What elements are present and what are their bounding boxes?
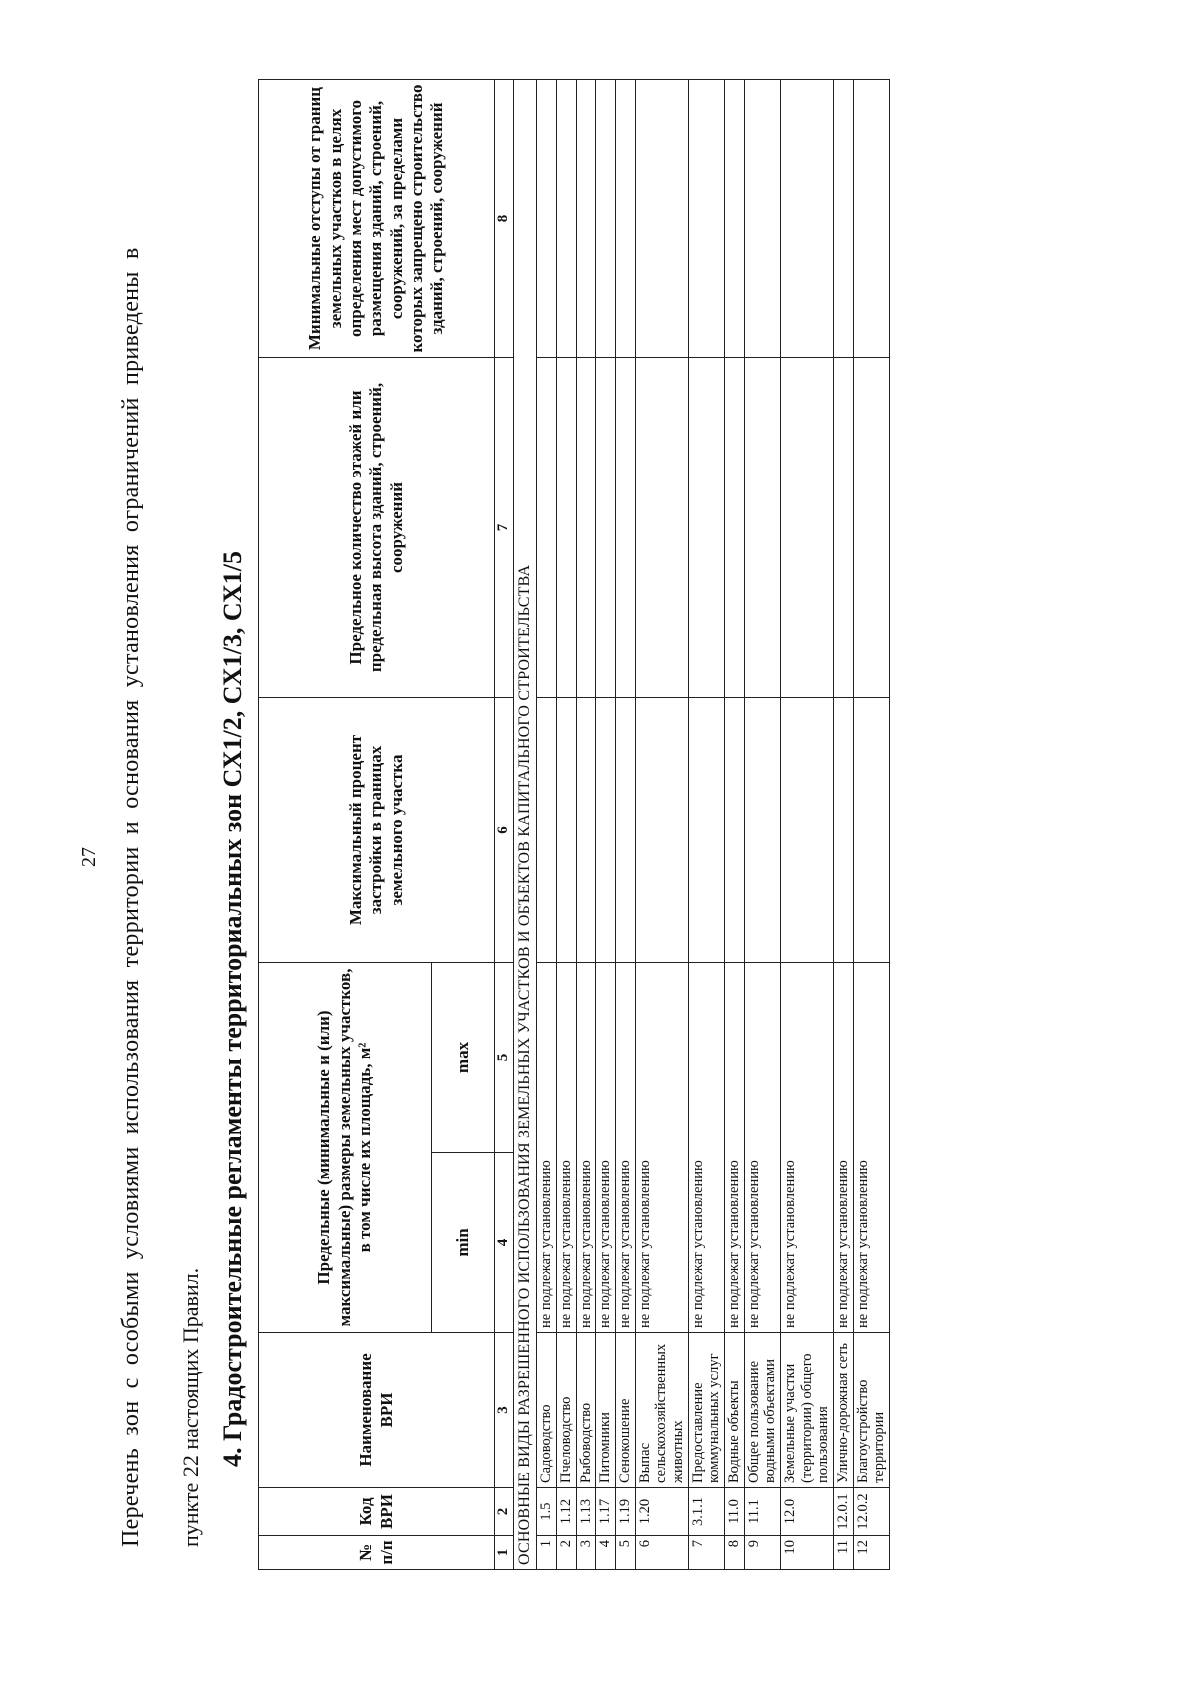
- row-name: Питомники: [596, 1333, 616, 1488]
- row-name: Улично-дорожная сеть: [834, 1333, 854, 1488]
- row-value: не подлежат установлению: [537, 963, 557, 1333]
- row-code: 1.5: [537, 1488, 557, 1536]
- table-row: [576, 80, 596, 1570]
- row-setback-cell: [576, 80, 596, 358]
- section-row: [514, 80, 537, 1570]
- row-name: Общее пользование водными объектами: [744, 1333, 780, 1488]
- row-coverage-cell: [557, 698, 577, 963]
- row-coverage-cell: [635, 698, 688, 963]
- row-floors-cell: [616, 358, 636, 698]
- row-number: 8: [725, 1536, 745, 1570]
- row-setback-cell: [744, 80, 780, 358]
- column-number: 1: [495, 1536, 514, 1570]
- row-number: 12: [853, 1536, 889, 1570]
- row-setback-cell: [635, 80, 688, 358]
- row-coverage-cell: [853, 698, 889, 963]
- row-number: 4: [596, 1536, 616, 1570]
- row-coverage-cell: [834, 698, 854, 963]
- row-number: 6: [635, 1536, 688, 1570]
- row-setback-cell: [853, 80, 889, 358]
- row-floors-cell: [576, 358, 596, 698]
- row-coverage-cell: [616, 698, 636, 963]
- row-name: Рыбоводство: [576, 1333, 596, 1488]
- row-value: не подлежат установлению: [557, 963, 577, 1333]
- header-code: Код ВРИ: [259, 1488, 495, 1536]
- row-code: 12.0.1: [834, 1488, 854, 1536]
- row-number: 10: [781, 1536, 834, 1570]
- column-number-row: [495, 80, 514, 1570]
- header-row: [259, 80, 432, 1570]
- header-coverage: Максимальный процент застройки в границах земельного участка: [259, 698, 495, 963]
- row-value: не подлежат установлению: [853, 963, 889, 1333]
- row-number: 5: [616, 1536, 636, 1570]
- row-setback-cell: [725, 80, 745, 358]
- column-number: 7: [495, 358, 514, 698]
- header-max: max: [432, 963, 495, 1153]
- row-code: 1.12: [557, 1488, 577, 1536]
- row-floors-cell: [537, 358, 557, 698]
- header-name: Наименование ВРИ: [259, 1333, 495, 1488]
- row-setback-cell: [537, 80, 557, 358]
- regulations-table: [258, 79, 890, 1570]
- row-code: 1.13: [576, 1488, 596, 1536]
- row-coverage-cell: [688, 698, 724, 963]
- column-number: 6: [495, 698, 514, 963]
- row-value: не подлежат установлению: [635, 963, 688, 1333]
- column-number: 8: [495, 80, 514, 358]
- row-setback-cell: [557, 80, 577, 358]
- row-setback-cell: [834, 80, 854, 358]
- row-setback-cell: [596, 80, 616, 358]
- intro-line-2: пункте 22 настоящих Правил.: [178, 1267, 203, 1547]
- row-coverage-cell: [744, 698, 780, 963]
- row-setback-cell: [781, 80, 834, 358]
- row-code: 11.1: [744, 1488, 780, 1536]
- row-number: 2: [557, 1536, 577, 1570]
- row-number: 11: [834, 1536, 854, 1570]
- row-name: Пчеловодство: [557, 1333, 577, 1488]
- row-value: не подлежат установлению: [725, 963, 745, 1333]
- row-code: 11.0: [725, 1488, 745, 1536]
- row-number: 3: [576, 1536, 596, 1570]
- row-floors-cell: [635, 358, 688, 698]
- row-floors-cell: [725, 358, 745, 698]
- row-setback-cell: [616, 80, 636, 358]
- row-coverage-cell: [781, 698, 834, 963]
- row-name: Водные объекты: [725, 1333, 745, 1488]
- row-name: Выпас сельскохозяйственных животных: [635, 1333, 688, 1488]
- table-row: [596, 80, 616, 1570]
- row-code: 1.17: [596, 1488, 616, 1536]
- row-code: 12.0: [781, 1488, 834, 1536]
- row-setback-cell: [688, 80, 724, 358]
- header-min: min: [432, 1153, 495, 1333]
- row-coverage-cell: [537, 698, 557, 963]
- section-title: ОСНОВНЫЕ ВИДЫ РАЗРЕШЕННОГО ИСПОЛЬЗОВАНИЯ ЗЕМЕЛЬНЫХ УЧАСТКОВ И ОБЪЕКТОВ КАПИТАЛЬНОГО СТРОИТЕЛЬСТВА: [514, 80, 537, 1570]
- table-row: [537, 80, 557, 1570]
- section-heading: 4. Градостроительные регламенты территориальных зон СХ1/2, СХ1/3, СХ1/5: [218, 551, 247, 1467]
- row-floors-cell: [596, 358, 616, 698]
- table-row: [781, 80, 834, 1570]
- table-row: [616, 80, 636, 1570]
- row-value: не подлежат установлению: [616, 963, 636, 1333]
- row-value: не подлежат установлению: [688, 963, 724, 1333]
- row-code: 12.0.2: [853, 1488, 889, 1536]
- header-sizes: Предельные (минимальные и (или) максимальные) размеры земельных участков, в том числе их площадь, м²: [259, 963, 432, 1333]
- row-name: Садоводство: [537, 1333, 557, 1488]
- row-floors-cell: [781, 358, 834, 698]
- row-floors-cell: [557, 358, 577, 698]
- table-body: [495, 80, 890, 1570]
- row-name: Благоустройство территории: [853, 1333, 889, 1488]
- header-num: № п/п: [259, 1536, 495, 1570]
- column-number: 4: [495, 1153, 514, 1333]
- table-row: [834, 80, 854, 1570]
- row-number: 7: [688, 1536, 724, 1570]
- row-value: не подлежат установлению: [596, 963, 616, 1333]
- row-floors-cell: [853, 358, 889, 698]
- row-value: не подлежат установлению: [834, 963, 854, 1333]
- table-row: [744, 80, 780, 1570]
- header-setback: Минимальные отступы от границ земельных участков в целях определения мест допустимого размещения зданий, строений, сооружений, за пределами которых запрещено строительство зданий, строений, сооружений: [259, 80, 495, 358]
- row-value: не подлежат установлению: [576, 963, 596, 1333]
- column-number: 5: [495, 963, 514, 1153]
- row-floors-cell: [744, 358, 780, 698]
- row-name: Земельные участки (территории) общего пользования: [781, 1333, 834, 1488]
- table-row: [725, 80, 745, 1570]
- row-name: Предоставление коммунальных услуг: [688, 1333, 724, 1488]
- table-row: [557, 80, 577, 1570]
- row-coverage-cell: [596, 698, 616, 963]
- row-code: 3.1.1: [688, 1488, 724, 1536]
- row-floors-cell: [688, 358, 724, 698]
- intro-line-1: Перечень зон с особыми условиями использования территории и основания установления ограничений приведены в: [118, 247, 144, 1547]
- row-value: не подлежат установлению: [781, 963, 834, 1333]
- row-name: Сенокошение: [616, 1333, 636, 1488]
- row-number: 1: [537, 1536, 557, 1570]
- row-number: 9: [744, 1536, 780, 1570]
- header-floors: Предельное количество этажей или предельная высота зданий, строений, сооружений: [259, 358, 495, 698]
- row-floors-cell: [834, 358, 854, 698]
- table-row: [853, 80, 889, 1570]
- row-coverage-cell: [725, 698, 745, 963]
- column-number: 3: [495, 1333, 514, 1488]
- table-row: [635, 80, 688, 1570]
- table-row: [688, 80, 724, 1570]
- column-number: 2: [495, 1488, 514, 1536]
- row-coverage-cell: [576, 698, 596, 963]
- row-code: 1.19: [616, 1488, 636, 1536]
- page-number: 27: [78, 847, 100, 867]
- row-code: 1.20: [635, 1488, 688, 1536]
- row-value: не подлежат установлению: [744, 963, 780, 1333]
